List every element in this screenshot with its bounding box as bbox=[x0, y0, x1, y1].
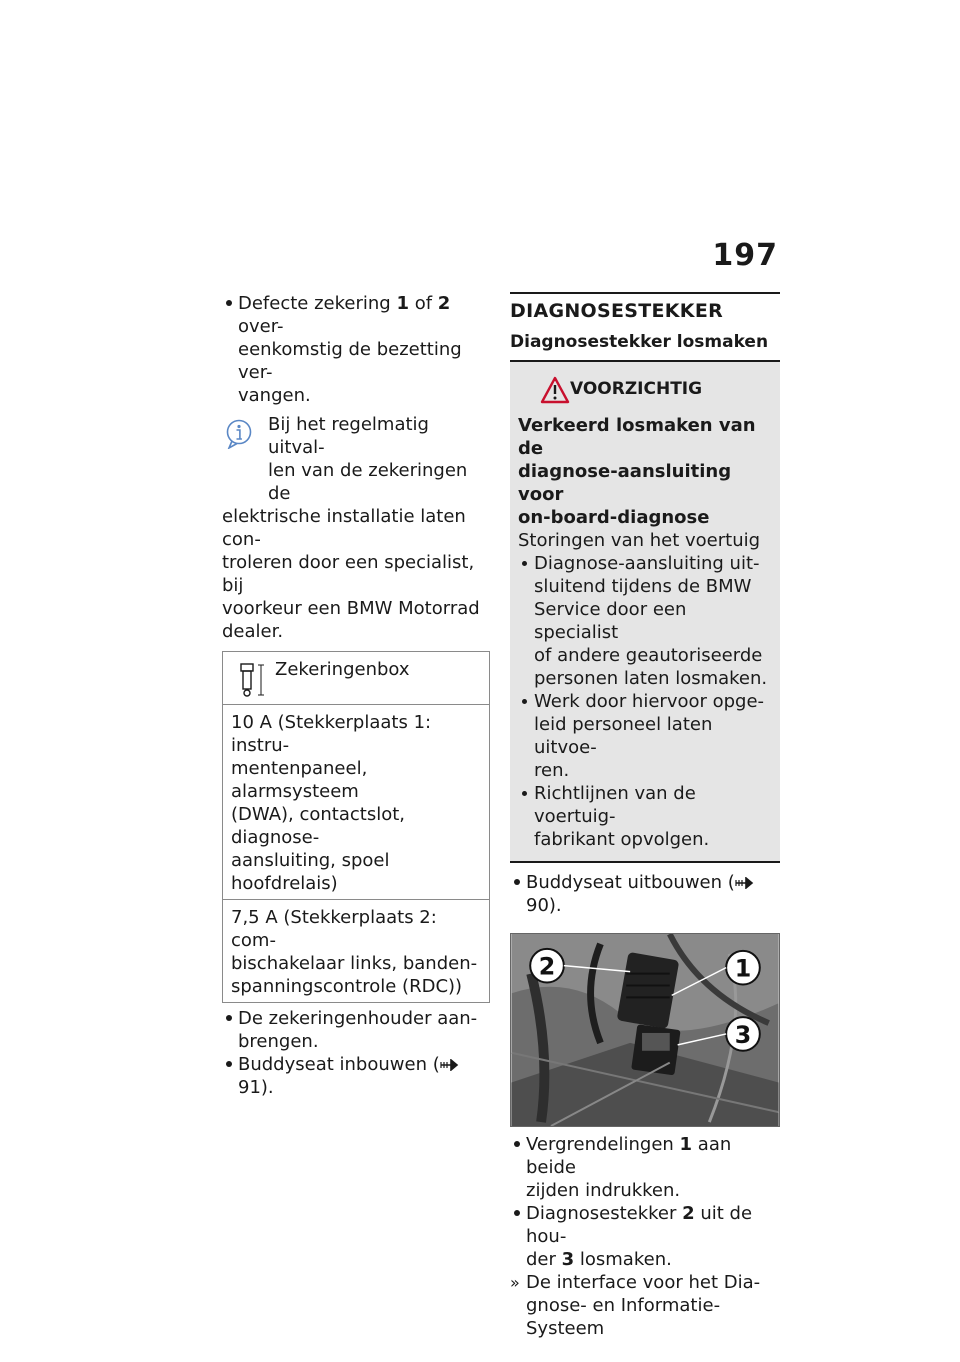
section-heading: DIAGNOSESTEKKER bbox=[510, 292, 780, 323]
bullet-dot bbox=[226, 1061, 232, 1067]
warning-box bbox=[510, 362, 780, 863]
warning-title: Verkeerd losmaken van de diagnose-aansluiting voor on-board-diagnose bbox=[518, 415, 756, 528]
subsection-heading: Diagnosestekker losmaken bbox=[510, 331, 780, 362]
fuse-icon bbox=[237, 662, 267, 698]
bullet-fit-holder: De zekeringenhouder aan- brengen. bbox=[222, 1007, 490, 1053]
warning-item: Werk door hiervoor opge- leid personeel laten uitvoe- ren. bbox=[518, 690, 772, 782]
bullet-install-seat: Buddyseat inbouwen (91). bbox=[222, 1053, 490, 1099]
warning-consequence: Storingen van het voertuig bbox=[518, 530, 761, 551]
result-arrow-icon: » bbox=[510, 1273, 520, 1292]
diagnostic-connector-photo bbox=[510, 933, 780, 1127]
fuse-box-label: Zekeringenbox bbox=[275, 659, 410, 680]
bullet-remove-seat: Buddyseat uitbouwen (90). bbox=[510, 871, 780, 917]
bullet-replace-fuse: Defecte zekering 1 of 2 over- eenkomstig de bezetting ver- vangen. bbox=[222, 292, 490, 407]
callout-1: 1 bbox=[734, 954, 752, 983]
bullet-dot bbox=[514, 1210, 520, 1216]
bullet-dot bbox=[522, 699, 527, 704]
page-number: 197 bbox=[712, 238, 778, 273]
page-reference-arrow-icon bbox=[735, 877, 757, 889]
bullet-dot bbox=[522, 561, 527, 566]
bullet-dot bbox=[514, 879, 520, 885]
info-icon bbox=[226, 419, 252, 449]
fuse-slot-2: 7,5 A (Stekkerplaats 2: com- bischakelaar links, banden- spanningscontrole (RDC)) bbox=[231, 907, 478, 997]
fuse-box-header bbox=[223, 652, 489, 705]
warning-heading: VOORZICHTIG bbox=[570, 379, 703, 399]
page-reference[interactable]: 90 bbox=[526, 895, 549, 916]
bullet-dot bbox=[522, 791, 527, 796]
page-reference-arrow-icon bbox=[440, 1059, 462, 1071]
warning-triangle-icon bbox=[540, 376, 570, 404]
result-line: » De interface voor het Dia- gnose- en Informatie-Systeem bbox=[510, 1272, 761, 1339]
left-column bbox=[222, 292, 490, 1099]
callout-2: 2 bbox=[538, 952, 556, 981]
bullet-remove-connector: Diagnosestekker 2 uit de hou- der 3 losmaken. bbox=[510, 1202, 780, 1271]
bullet-dot bbox=[226, 300, 232, 306]
warning-item: Richtlijnen van de voertuig- fabrikant opvolgen. bbox=[518, 782, 772, 851]
bullet-dot bbox=[514, 1141, 520, 1147]
page-reference[interactable]: 91 bbox=[238, 1077, 261, 1098]
bullet-press-locks: Vergrendelingen 1 aan beide zijden indrukken. bbox=[510, 1133, 780, 1202]
bullet-dot bbox=[226, 1015, 232, 1021]
fuse-box-table bbox=[222, 651, 490, 1003]
callout-3: 3 bbox=[734, 1020, 752, 1049]
info-note: Bij het regelmatig uitval- len van de zekeringen de elektrische installatie laten con- troleren door een specialist, bij voorkeur een BMW Motorrad dealer. bbox=[222, 414, 480, 642]
warning-header bbox=[518, 372, 772, 414]
warning-item: Diagnose-aansluiting uit- sluitend tijdens de BMW Service door een specialist of andere geautoriseerde personen laten losmaken. bbox=[518, 552, 772, 690]
right-column bbox=[510, 292, 780, 1340]
fuse-slot-1: 10 A (Stekkerplaats 1: instru- mentenpaneel, alarmsysteem (DWA), contactslot, diagnose- aansluiting, spoel hoofdrelais) bbox=[223, 705, 489, 900]
